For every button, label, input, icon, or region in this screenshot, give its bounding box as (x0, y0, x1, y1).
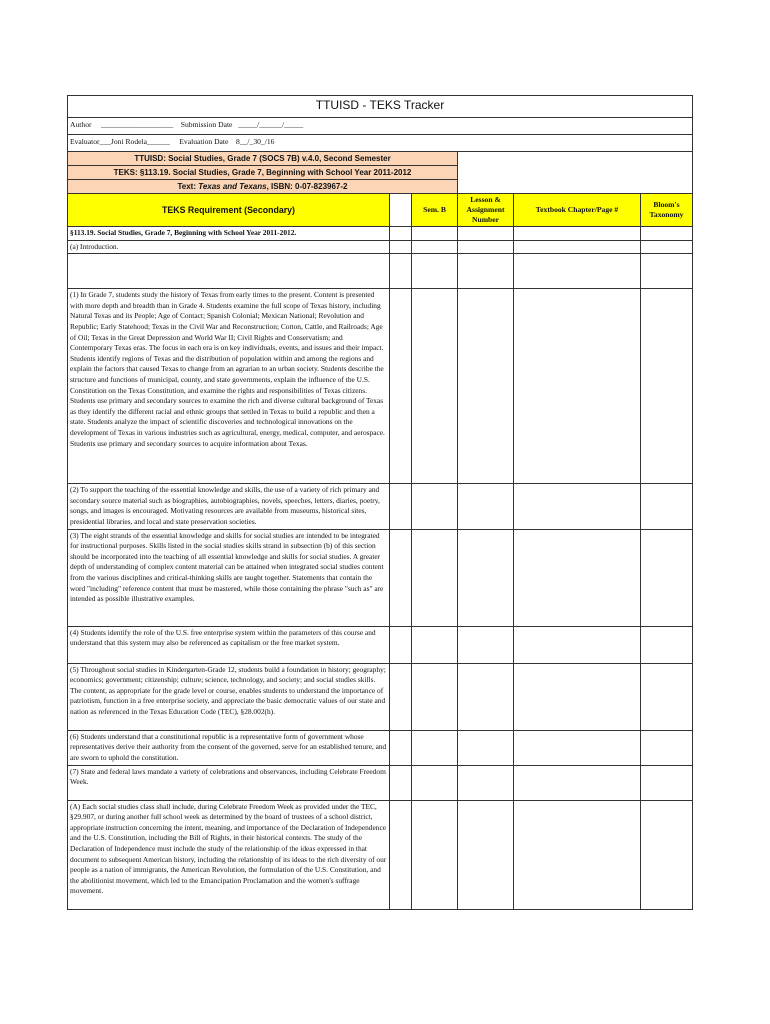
textbook-cell[interactable] (514, 529, 641, 626)
table-row (68, 484, 693, 529)
teks-line: TEKS: §113.19. Social Studies, Grade 7, Beginning with School Year 2011-2012 (68, 166, 458, 180)
requirement-cell: (7) State and federal laws mandate a variety of celebrations and observances, including Celebrate Freedom Week. (68, 765, 390, 800)
author-field[interactable]: ___________________ (101, 120, 174, 129)
page-title: TTUISD - TEKS Tracker (68, 96, 693, 118)
lesson-cell[interactable] (458, 484, 514, 529)
text-title: Texas and Texans (198, 182, 267, 191)
blooms-cell[interactable] (641, 227, 693, 241)
column-header-requirement: TEKS Requirement (Secondary) (68, 194, 390, 227)
lesson-cell[interactable] (458, 529, 514, 626)
requirement-cell: (A) Each social studies class shall include, during Celebrate Freedom Week as provided under the TEC, §29.907, or during another full school week as determined by the board of trustees of a school district, appropriate instruction concerning the intent, meaning, and importance of the Declaration of Independence and the U.S. Constitution, including the Bill of Rights, in their historical contexts. The study of the Declaration of Independence must include the study of the relationship of the ideas expressed in that document to subsequent American history, including the relationship of its ideas to the rich diversity of our people as a nation of immigrants, the American Revolution, the formulation of the U.S. Constitution, and the abolitionist movement, which led to the Emancipation Proclamation and the women's suffrage movement. (68, 800, 390, 909)
requirement-cell: (6) Students understand that a constitutional republic is a representative form of government whose representatives derive their authority from the consent of the governed, serve for an established tenure, and are sworn to uphold the constitution. (68, 730, 390, 765)
textbook-cell[interactable] (514, 765, 641, 800)
table-row (68, 765, 693, 800)
blank-cell[interactable] (390, 289, 412, 484)
lesson-cell[interactable] (458, 800, 514, 909)
blank-cell[interactable] (390, 800, 412, 909)
requirement-cell (68, 254, 390, 289)
textbook-cell[interactable] (514, 484, 641, 529)
blank-cell[interactable] (390, 254, 412, 289)
requirement-cell: (4) Students identify the role of the U.S. free enterprise system within the parameters of this course and understand that this system may also be referenced as capitalism or the free market system. (68, 626, 390, 663)
textbook-cell[interactable] (514, 254, 641, 289)
textbook-cell[interactable] (514, 800, 641, 909)
course-line: TTUISD: Social Studies, Grade 7 (SOCS 7B) v.4.0, Second Semester (68, 152, 458, 166)
author-label: Author (70, 120, 92, 129)
band-spacer (458, 180, 693, 194)
column-header-lesson: Lesson & Assignment Number (458, 194, 514, 227)
sem-cell[interactable] (412, 240, 458, 254)
sem-cell[interactable] (412, 800, 458, 909)
table-row (68, 663, 693, 730)
textbook-cell[interactable] (514, 289, 641, 484)
evaluation-date-field[interactable]: 8__/_30_/16 (236, 137, 275, 146)
blank-cell[interactable] (390, 227, 412, 241)
sem-cell[interactable] (412, 765, 458, 800)
sem-cell[interactable] (412, 484, 458, 529)
evaluator-label: Evaluator (70, 137, 100, 146)
table-row (68, 289, 693, 484)
column-header-blooms: Bloom's Taxonomy (641, 194, 693, 227)
submission-date-field[interactable]: _____/______/_____ (238, 120, 304, 129)
lesson-cell[interactable] (458, 240, 514, 254)
requirement-cell: (2) To support the teaching of the essential knowledge and skills, the use of a variety of rich primary and secondary source material such as biographies, autobiographies, novels, speeches, letters, diaries, poetry, songs, and images is encouraged. Motivating resources are available from museums, historical sites, presidential libraries, and local and state preservation societies. (68, 484, 390, 529)
sem-cell[interactable] (412, 289, 458, 484)
textbook-cell[interactable] (514, 663, 641, 730)
blooms-cell[interactable] (641, 800, 693, 909)
blooms-cell[interactable] (641, 663, 693, 730)
author-row (68, 118, 693, 135)
blooms-cell[interactable] (641, 730, 693, 765)
column-header-sem: Sem. B (412, 194, 458, 227)
table-row (68, 800, 693, 909)
submission-date-label: Submission Date (180, 120, 233, 129)
lesson-cell[interactable] (458, 663, 514, 730)
blooms-cell[interactable] (641, 626, 693, 663)
sem-cell[interactable] (412, 626, 458, 663)
requirement-cell: (a) Introduction. (68, 240, 390, 254)
table-row (68, 626, 693, 663)
blank-cell[interactable] (390, 626, 412, 663)
sem-cell[interactable] (412, 663, 458, 730)
blank-cell[interactable] (390, 240, 412, 254)
blooms-cell[interactable] (641, 529, 693, 626)
table-row (68, 730, 693, 765)
requirement-cell: (3) The eight strands of the essential knowledge and skills for social studies are intended to be integrated for instructional purposes. Skills listed in the social studies skills strand in subsection (b) of this section should be incorporated into the teaching of all essential knowledge and skills for social studies. A greater depth of understanding of complex content material can be attained when integrated social studies content from the various disciplines and critical-thinking skills are taught together. Statements that contain the word "including" reference content that must be mastered, while those containing the phrase "such as" are intended as possible illustrative examples. (68, 529, 390, 626)
tracker-table (67, 95, 693, 910)
table-row (68, 227, 693, 241)
blank-cell[interactable] (390, 529, 412, 626)
lesson-cell[interactable] (458, 227, 514, 241)
requirement-cell: §113.19. Social Studies, Grade 7, Beginning with School Year 2011-2012. (68, 227, 390, 241)
band-spacer (458, 166, 693, 180)
textbook-cell[interactable] (514, 240, 641, 254)
text-suffix: , ISBN: 0-07-823967-2 (266, 182, 348, 191)
table-row (68, 529, 693, 626)
requirement-cell: (5) Throughout social studies in Kindergarten-Grade 12, students build a foundation in history; geography; economics; government; citizenship; culture; science, technology, and society; and social studies skills. The content, as appropriate for the grade level or course, enables students to understand the importance of patriotism, function in a free enterprise society, and appreciate the basic democratic values of our state and nation as referenced in the Texas Education Code (TEC), §28.002(h). (68, 663, 390, 730)
requirement-cell: (1) In Grade 7, students study the history of Texas from early times to the present. Content is presented with more depth and breadth than in Grade 4. Students examine the full scope of Texas history, including Natural Texas and its People; Age of Contact; Spanish Colonial; Mexican National; Revolution and Republic; Early Statehood; Texas in the Civil War and Reconstruction; Cotton, Cattle, and Railroads; Age of Oil; Texas in the Great Depression and World War II; Civil Rights and Conservatism; and Contemporary Texas eras. The focus in each era is on key individuals, events, and issues and their impact. Students identify regions of Texas and the distribution of population within and among the regions and explain the factors that caused Texas to change from an agrarian to an urban society. Students describe the structure and functions of municipal, county, and state governments, explain the influence of the U.S. Constitution on the Texas Constitution, and examine the rights and responsibilities of Texas citizens. Students use primary and secondary sources to examine the rich and diverse cultural background of Texas as they identify the different racial and ethnic groups that settled in Texas to build a republic and then a state. Students analyze the impact of scientific discoveries and technological innovations on the development of Texas in various industries such as agricultural, energy, medical, computer, and aerospace. Students use primary and secondary sources to acquire information about Texas. (68, 289, 390, 484)
textbook-cell[interactable] (514, 227, 641, 241)
textbook-cell[interactable] (514, 730, 641, 765)
blooms-cell[interactable] (641, 484, 693, 529)
textbook-line (68, 180, 458, 194)
table-row (68, 240, 693, 254)
blank-cell[interactable] (390, 663, 412, 730)
lesson-cell[interactable] (458, 765, 514, 800)
evaluator-row (68, 135, 693, 152)
textbook-cell[interactable] (514, 626, 641, 663)
table-row (68, 254, 693, 289)
band-spacer (458, 152, 693, 166)
teks-tracker-sheet (67, 95, 692, 910)
lesson-cell[interactable] (458, 730, 514, 765)
column-header-textbook: Textbook Chapter/Page # (514, 194, 641, 227)
blooms-cell[interactable] (641, 289, 693, 484)
requirement-rows (68, 227, 693, 910)
evaluation-date-label: Evaluation Date (179, 137, 229, 146)
lesson-cell[interactable] (458, 626, 514, 663)
text-prefix: Text: (177, 182, 199, 191)
sem-cell[interactable] (412, 529, 458, 626)
lesson-cell[interactable] (458, 289, 514, 484)
blank-cell[interactable] (390, 484, 412, 529)
lesson-cell[interactable] (458, 254, 514, 289)
blooms-cell[interactable] (641, 765, 693, 800)
evaluator-field[interactable]: ___Joni Rodela______ (99, 137, 170, 146)
sem-cell[interactable] (412, 227, 458, 241)
blank-cell[interactable] (390, 730, 412, 765)
column-header-blank (390, 194, 412, 227)
sem-cell[interactable] (412, 254, 458, 289)
blooms-cell[interactable] (641, 254, 693, 289)
blooms-cell[interactable] (641, 240, 693, 254)
sem-cell[interactable] (412, 730, 458, 765)
blank-cell[interactable] (390, 765, 412, 800)
